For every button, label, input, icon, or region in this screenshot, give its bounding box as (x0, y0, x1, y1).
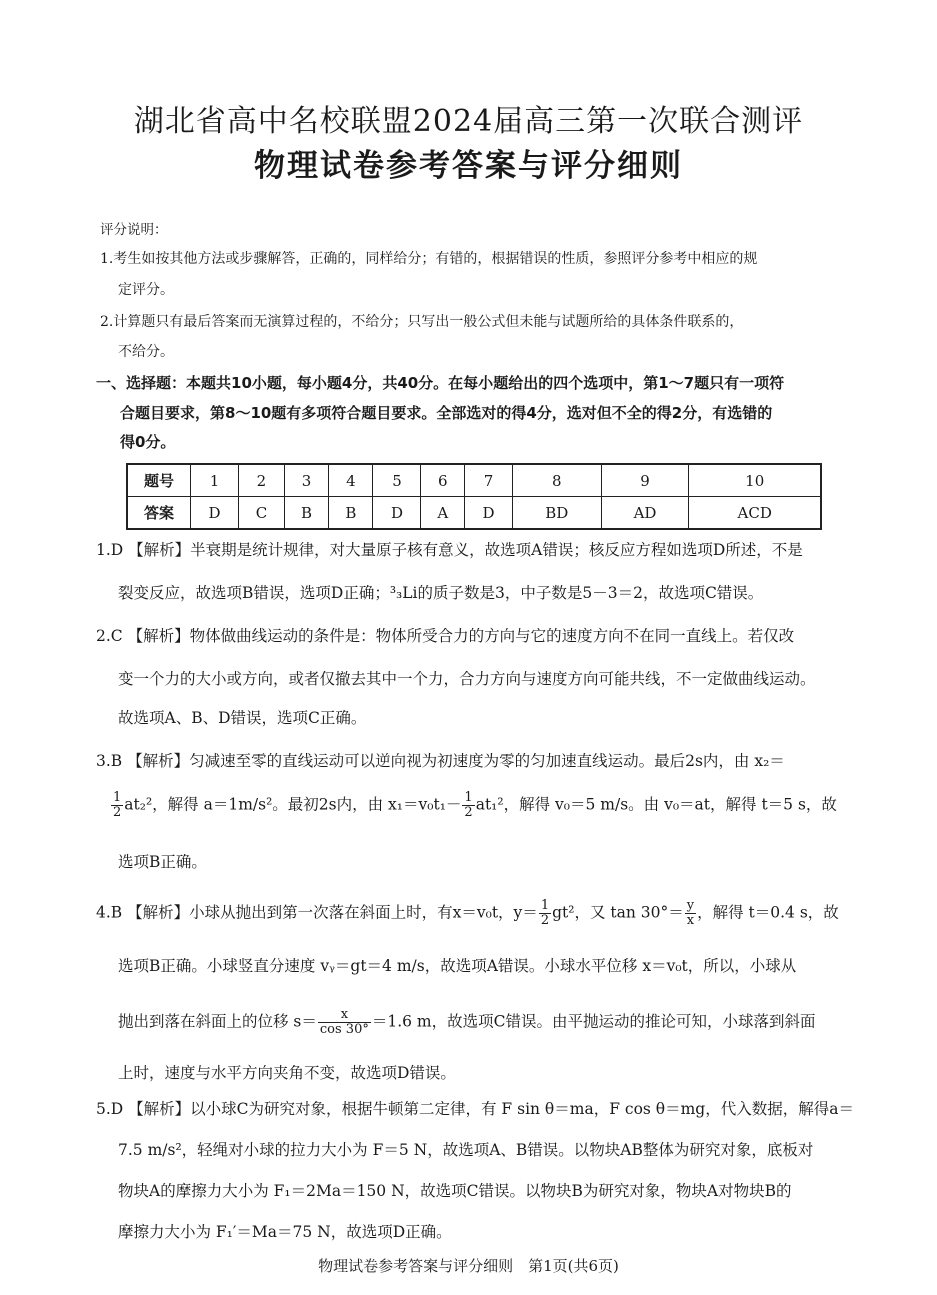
table-row-numbers (127, 464, 821, 497)
question-number: 9 (601, 464, 689, 497)
fraction-one-half: $\frac{1}{2}$ (113, 790, 122, 820)
q1-line-2: 裂变反应，故选项B错误，选项D正确；³₃Li的质子数是3，中子数是5－3＝2，故选项C错误。 (118, 584, 764, 602)
exam-title: 湖北省高中名校联盟2024届高三第一次联合测评 (133, 104, 804, 139)
question-number: 5 (373, 464, 421, 497)
row-label-number: 题号 (127, 464, 191, 497)
answer-cell: B (329, 497, 373, 530)
answer-cell: BD (513, 497, 602, 530)
q2-line-2: 变一个力的大小或方向，或者仅撤去其中一个力，合力方向与速度方向可能共线，不一定做曲线运动。 (118, 670, 816, 688)
question-number: 8 (513, 464, 602, 497)
question-number: 1 (191, 464, 239, 497)
q1-line-1: 1.D 【解析】半衰期是统计规律，对大量原子核有意义，故选项A错误；核反应方程如选项D所述，不是 (96, 541, 803, 559)
q4-line-2: 选项B正确。小球竖直分速度 vᵧ＝gt＝4 m/s，故选项A错误。小球水平位移 x＝v₀t，所以，小球从 (118, 957, 797, 975)
table-row-answers (127, 497, 821, 530)
answer-cell: AD (601, 497, 689, 530)
q4-line-1: 4.B 【解析】小球从抛出到第一次落在斜面上时，有x＝v₀t，y＝ $\frac{1}{2}$ gt²，又 tan 30°＝ $\frac{y}{x}$ ，解得 t＝0.4 s，故 (96, 898, 839, 928)
grading-note-1: 1.考生如按其他方法或步骤解答，正确的，同样给分；有错的，根据错误的性质，参照评分参考中相应的规 (100, 251, 758, 267)
section-1-heading-end: 得0分。 (120, 433, 176, 451)
answer-cell: D (373, 497, 421, 530)
question-number: 2 (238, 464, 284, 497)
question-number: 4 (329, 464, 373, 497)
q4-line-4: 上时，速度与水平方向夹角不变，故选项D错误。 (118, 1064, 456, 1082)
q5-line-4: 摩擦力大小为 F₁′＝Ma＝75 N，故选项D正确。 (118, 1223, 452, 1241)
answer-cell: D (191, 497, 239, 530)
page-footer: 物理试卷参考答案与评分细则 第1页(共6页) (318, 1257, 619, 1275)
q3-line-1: 3.B 【解析】匀减速至零的直线运动可以逆向视为初速度为零的匀加速直线运动。最后2s内，由 x₂＝ (96, 752, 785, 770)
row-label-answer: 答案 (127, 497, 191, 530)
question-number: 6 (421, 464, 465, 497)
q5-line-2: 7.5 m/s²，轻绳对小球的拉力大小为 F＝5 N，故选项A、B错误。以物块AB整体为研究对象，底板对 (118, 1141, 814, 1159)
fraction-y-over-x: $\frac{y}{x}$ (686, 898, 695, 928)
q4-line-3: 抛出到落在斜面上的位移 s＝ $\frac{x}{\cos 30^\circ}$ ＝1.6 m，故选项C错误。由平抛运动的推论可知，小球落到斜面 (118, 1007, 816, 1037)
answer-cell: C (238, 497, 284, 530)
grading-note-1-cont: 定评分。 (118, 282, 174, 298)
grading-notes-heading: 评分说明： (100, 222, 168, 238)
document-subtitle: 物理试卷参考答案与评分细则 (254, 148, 683, 184)
answer-cell: A (421, 497, 465, 530)
question-number: 7 (465, 464, 513, 497)
q5-line-1: 5.D 【解析】以小球C为研究对象，根据牛顿第二定律，有 F sin θ＝ma，F cos θ＝mg，代入数据，解得a＝ (96, 1100, 854, 1118)
q2-line-1: 2.C 【解析】物体做曲线运动的条件是：物体所受合力的方向与它的速度方向不在同一直线上。若仅改 (96, 627, 795, 645)
q5-line-3: 物块A的摩擦力大小为 F₁＝2Ma＝150 N，故选项C错误。以物块B为研究对象，物块A对物块B的 (118, 1182, 792, 1200)
q2-line-3: 故选项A、B、D错误，选项C正确。 (118, 709, 367, 727)
answer-cell: B (284, 497, 328, 530)
answer-table (126, 463, 822, 530)
answer-cell: ACD (689, 497, 821, 530)
grading-note-2: 2.计算题只有最后答案而无演算过程的，不给分；只写出一般公式但未能与试题所给的具体条件联系的， (100, 314, 744, 330)
question-number: 10 (689, 464, 821, 497)
q3-line-3: 选项B正确。 (118, 853, 207, 871)
question-number: 3 (284, 464, 328, 497)
fraction-one-half: $\frac{1}{2}$ (540, 898, 550, 928)
answer-cell: D (465, 497, 513, 530)
fraction-x-over-cos30: $\frac{x}{\cos 30^\circ}$ (319, 1007, 369, 1037)
fraction-one-half: $\frac{1}{2}$ (464, 790, 473, 820)
grading-note-2-cont: 不给分。 (118, 344, 174, 360)
section-1-heading-cont: 合题目要求，第8～10题有多项符合题目要求。全部选对的得4分，选对但不全的得2分，有选错的 (120, 404, 773, 422)
section-1-heading: 一、选择题：本题共10小题，每小题4分，共40分。在每小题给出的四个选项中，第1～7题只有一项符 (96, 374, 785, 392)
q3-line-2: $\frac{1}{2}$ at₂²，解得 a＝1m/s²。最初2s内，由 x₁＝v₀t₁－ $\frac{1}{2}$ at₁²，解得 v₀＝5 m/s。由 v₀＝at，解得 t＝5 s，故 (113, 790, 837, 820)
